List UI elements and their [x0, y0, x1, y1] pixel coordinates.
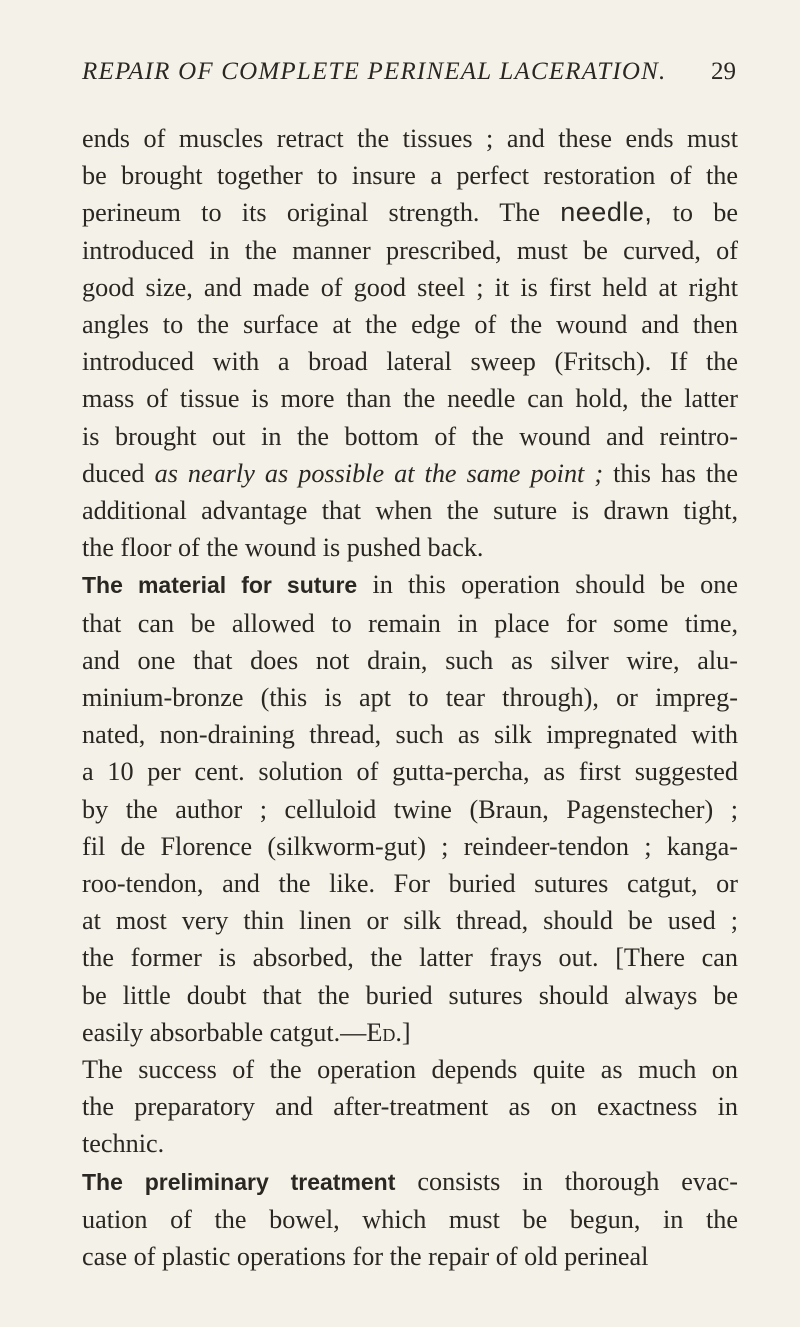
text-run: at most very thin linen or silk thread, should be used ; — [82, 906, 738, 936]
paragraph — [82, 1163, 738, 1276]
paragraph — [82, 566, 738, 1051]
text-run: perineum to its original strength. The — [82, 198, 561, 228]
text-run: be little doubt that the buried sutures should always be — [82, 980, 738, 1010]
text-line — [82, 455, 738, 492]
text-run: nated, non-draining thread, such as silk impregnated with — [82, 720, 738, 750]
text-line — [82, 566, 738, 604]
text-line — [82, 1014, 738, 1051]
running-head — [82, 58, 738, 92]
text-line — [82, 605, 738, 642]
text-run: the former is absorbed, the latter frays out. [There can — [82, 943, 738, 973]
text-run: is brought out in the bottom of the wound and reintro- — [82, 421, 738, 451]
running-head-title: REPAIR OF COMPLETE PERINEAL LACERATION. — [82, 58, 667, 85]
text-line — [82, 120, 738, 157]
text-line — [82, 529, 738, 566]
text-line — [82, 1051, 738, 1088]
text-line — [82, 753, 738, 790]
text-line — [82, 679, 738, 716]
text-run: mass of tissue is more than the needle can hold, the latter — [82, 384, 738, 414]
text-run: angles to the surface at the edge of the wound and then — [82, 310, 738, 340]
text-run: fil de Florence (silkworm-gut) ; reindeer-tendon ; kanga- — [82, 831, 738, 861]
text-line — [82, 1201, 738, 1238]
text-line — [82, 418, 738, 455]
text-run: that can be allowed to remain in place for some time, — [82, 608, 738, 638]
editor-mark: Ed. — [366, 1017, 402, 1047]
text-line — [82, 902, 738, 939]
text-line — [82, 642, 738, 679]
text-run: this has the — [603, 458, 738, 488]
bold-keyword: The material for suture — [82, 572, 358, 599]
emphasized-keyword: needle, — [560, 197, 653, 228]
text-run: duced — [82, 458, 155, 488]
text-line — [82, 977, 738, 1014]
text-run: ends of muscles retract the tissues ; and these ends must — [82, 124, 738, 153]
text-run: The success of the operation depends quite as much on — [82, 1055, 738, 1085]
text-run: the floor of the wound is pushed back. — [82, 533, 484, 563]
text-run: a 10 per cent. solution of gutta-percha, as first suggested — [82, 757, 738, 787]
text-line — [82, 865, 738, 902]
text-line — [82, 939, 738, 976]
text-run: technic. — [82, 1129, 165, 1159]
text-run: and one that does not drain, such as silver wire, alu- — [82, 645, 738, 675]
text-line — [82, 828, 738, 865]
text-line — [82, 380, 738, 417]
text-run: to be — [652, 198, 738, 228]
text-line — [82, 343, 738, 380]
paragraph — [82, 1051, 738, 1163]
text-line — [82, 791, 738, 828]
text-run: by the author ; celluloid twine (Braun, Pagenstecher) ; — [82, 794, 738, 824]
text-run: good size, and made of good steel ; it is first held at right — [82, 272, 738, 302]
text-line — [82, 306, 738, 343]
text-line — [82, 194, 738, 231]
text-run: the preparatory and after-treatment as on exactness in — [82, 1092, 738, 1122]
text-run: consists in thorough evac- — [395, 1166, 738, 1196]
text-run: introduced with a broad lateral sweep (Fritsch). If the — [82, 347, 738, 377]
text-run: additional advantage that when the suture is drawn tight, — [82, 496, 738, 526]
text-run: easily absorbable catgut.— — [82, 1017, 367, 1047]
text-run: introduced in the manner prescribed, must be curved, of — [82, 235, 738, 265]
text-line — [82, 269, 738, 306]
text-line — [82, 157, 738, 194]
text-run: ] — [401, 1017, 411, 1047]
paragraph — [82, 120, 738, 566]
text-run: roo-tendon, and the like. For buried sutures catgut, or — [82, 869, 738, 899]
text-run: uation of the bowel, which must be begun, in the — [82, 1204, 738, 1234]
text-line — [82, 232, 738, 269]
text-line — [82, 1088, 738, 1125]
text-line — [82, 492, 738, 529]
text-run: in this operation should be one — [357, 570, 738, 600]
text-line — [82, 716, 738, 753]
text-line — [82, 1125, 738, 1162]
text-line — [82, 1238, 738, 1275]
text-run: case of plastic operations for the repair of old perineal — [82, 1242, 649, 1272]
italic-phrase: as nearly as possible at the same point ; — [154, 458, 604, 488]
page-number: 29 — [711, 58, 736, 85]
bold-keyword: The preliminary treatment — [82, 1168, 396, 1195]
body-text — [82, 120, 738, 1275]
text-run: minium-bronze (this is apt to tear through), or impreg- — [82, 683, 738, 713]
text-run: be brought together to insure a perfect restoration of the — [82, 161, 738, 191]
text-line — [82, 1163, 738, 1201]
